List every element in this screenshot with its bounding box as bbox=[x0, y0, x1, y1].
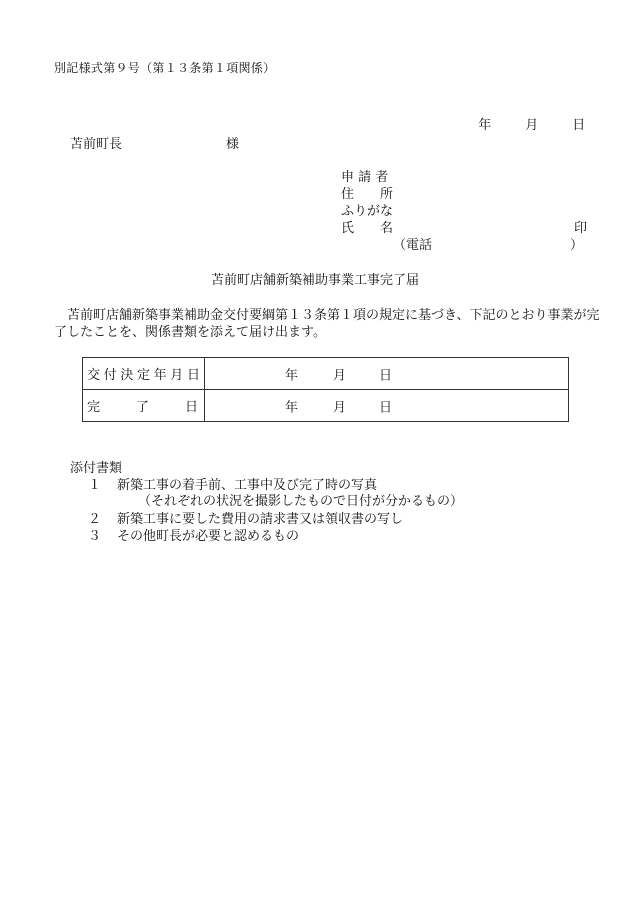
address-label: 住 所 bbox=[341, 187, 394, 202]
seal-mark: 印 bbox=[574, 221, 588, 236]
phone-line bbox=[393, 238, 583, 254]
phone-close: ） bbox=[569, 238, 583, 253]
attachment-item-1: １ 新築工事の着手前、工事中及び完了時の写真 bbox=[88, 478, 378, 493]
addressee-honorific: 様 bbox=[226, 137, 240, 152]
completion-date-label: 完 了 日 bbox=[83, 390, 205, 422]
table-row bbox=[83, 390, 569, 422]
attachment-item-3: ３ その他町長が必要と認めるもの bbox=[88, 529, 300, 544]
completion-table bbox=[82, 357, 569, 422]
table-row bbox=[83, 358, 569, 390]
document-title: 苫前町店舗新築補助事業工事完了届 bbox=[210, 273, 419, 288]
body-text: 苫前町店舗新築事業補助金交付要綱第１３条第１項の規定に基づき、下記のとおり事業が完了したことを、関係書類を添えて届け出ます。 bbox=[54, 308, 600, 340]
addressee bbox=[70, 137, 239, 153]
name-label: 氏 名 bbox=[341, 221, 394, 236]
attachment-item-2: ２ 新築工事に要した費用の請求書又は領収書の写し bbox=[88, 512, 404, 527]
completion-month: 月 bbox=[333, 400, 347, 415]
applicant-label: 申 請 者 bbox=[341, 170, 389, 185]
date-month: 月 bbox=[525, 118, 539, 133]
attachments-heading: 添付書類 bbox=[70, 461, 123, 476]
completion-year: 年 bbox=[285, 400, 299, 415]
completion-day: 日 bbox=[379, 400, 393, 415]
date-day: 日 bbox=[572, 118, 586, 133]
completion-date-value[interactable] bbox=[205, 390, 569, 422]
decision-month: 月 bbox=[333, 368, 347, 383]
furigana-label: ふりがな bbox=[341, 204, 394, 219]
decision-date-value[interactable] bbox=[205, 358, 569, 390]
decision-year: 年 bbox=[285, 368, 299, 383]
decision-day: 日 bbox=[379, 368, 393, 383]
form-number: 別記様式第９号（第１３条第１項関係） bbox=[54, 61, 276, 75]
attachment-item-1-note: （それぞれの状況を撮影したもので日付が分かるもの） bbox=[138, 494, 464, 509]
phone-label: （電話 bbox=[393, 238, 433, 253]
addressee-mayor: 苫前町長 bbox=[70, 137, 123, 152]
date-line bbox=[470, 102, 588, 134]
date-year: 年 bbox=[478, 118, 492, 133]
decision-date-label: 交 付 決 定 年 月 日 bbox=[83, 358, 205, 390]
